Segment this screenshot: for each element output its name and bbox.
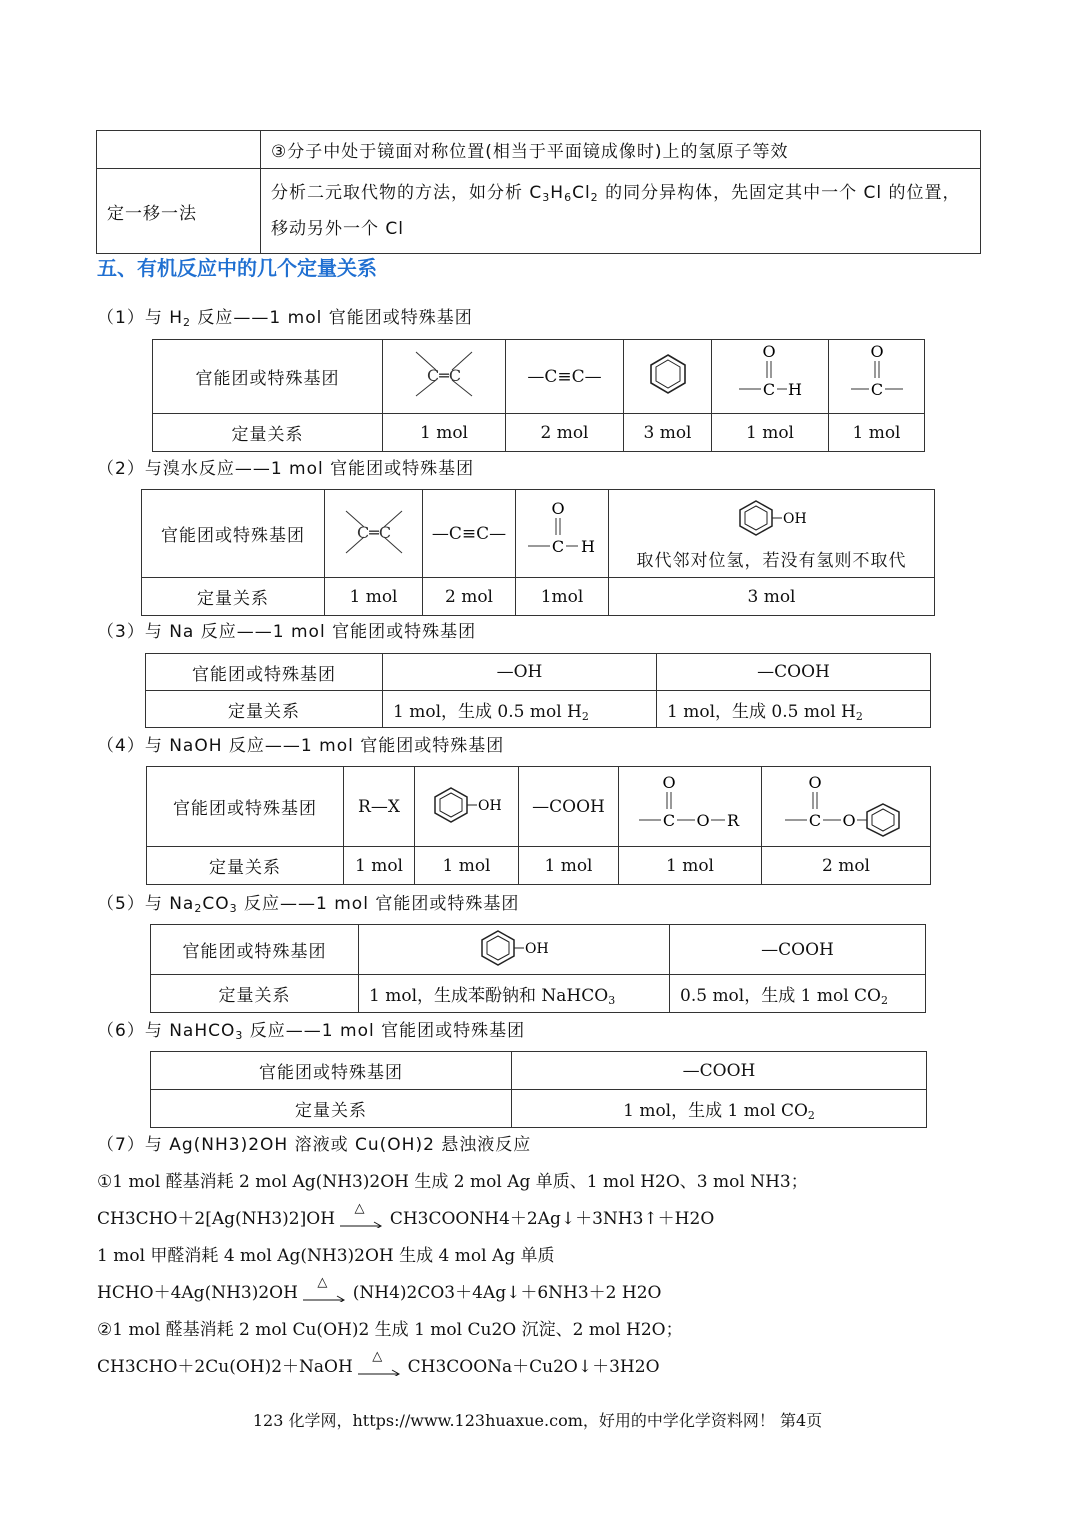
svg-text:O: O	[762, 342, 776, 361]
benzene-structure	[624, 340, 712, 414]
nahco3-table	[150, 1051, 927, 1128]
ketone-structure	[829, 340, 925, 414]
phenol-structure	[415, 767, 519, 847]
phenyl-ester-structure	[762, 767, 931, 847]
empty-cell	[97, 131, 261, 169]
heading-na-reaction: （3）与 Na 反应——1 mol 官能团或特殊基团	[97, 622, 477, 642]
value-cell: 1 mol	[344, 847, 415, 885]
value-cell: 2 mol	[423, 578, 516, 616]
aldehyde-silver-ratio: ①1 mol 醛基消耗 2 mol Ag(NH3)2OH 生成 2 mol Ag 单质、1 mol H2O、3 mol NH3；	[97, 1172, 808, 1192]
bromine-table	[141, 489, 935, 616]
alkene-structure	[325, 490, 423, 578]
alkene-structure	[383, 340, 506, 414]
alkyne-structure: —C≡C—	[506, 340, 624, 414]
value-cell: 1 mol	[519, 847, 619, 885]
h2-table	[152, 339, 925, 452]
relation-header: 定量关系	[151, 975, 359, 1013]
heat-arrow: △	[303, 1287, 347, 1301]
svg-text:O: O	[808, 773, 822, 792]
method-name: 定一移一法	[97, 169, 261, 254]
svg-text:O: O	[869, 342, 884, 361]
svg-text:O: O	[696, 811, 710, 830]
heading-nahco3-reaction: （6）与 NaHCO$_3$ 反应——1 mol 官能团或特殊基团	[97, 1021, 526, 1042]
hydroxyl-group: —OH	[383, 654, 657, 691]
aldehyde-structure	[712, 340, 829, 414]
value-cell: 1 mol，生成苯酚钠和 NaHCO$_3$	[359, 975, 670, 1013]
aldehyde-copper-ratio: ②1 mol 醛基消耗 2 mol Cu(OH)2 生成 1 mol Cu2O 沉淀、2 mol H2O；	[97, 1320, 683, 1340]
heading-naoh-reaction: （4）与 NaOH 反应——1 mol 官能团或特殊基团	[97, 736, 505, 756]
method-description: 分析二元取代物的方法，如分析 $C_3H_6Cl_2$ 的同分异构体，先固定其中一个 Cl 的位置， 移动另外一个 Cl	[261, 169, 981, 254]
svg-text:C═C: C═C	[426, 366, 462, 385]
group-header: 官能团或特殊基团	[153, 340, 383, 414]
group-header: 官能团或特殊基团	[146, 654, 383, 691]
svg-text:O: O	[842, 811, 856, 830]
value-cell: 3 mol	[609, 578, 935, 616]
phenol-note: 取代邻对位氢，若没有氢则不取代	[636, 550, 907, 571]
relation-header: 定量关系	[142, 578, 325, 616]
carboxyl-group: —COOH	[512, 1052, 927, 1090]
na-table	[145, 653, 931, 728]
group-header: 官能团或特殊基团	[151, 1052, 512, 1090]
formaldehyde-silver-equation: HCHO＋4Ag(NH3)2OH △ (NH4)2CO3＋4Ag↓＋6NH3＋2 H2O	[97, 1274, 662, 1303]
mirror-symmetry-rule: ③分子中处于镜面对称位置(相当于平面镜成像时)上的氢原子等效	[261, 131, 981, 169]
na2co3-table	[150, 924, 926, 1013]
value-cell: 3 mol	[624, 414, 712, 452]
svg-text:O: O	[551, 499, 565, 518]
value-cell: 1 mol，生成 1 mol $CO_2$	[512, 1090, 927, 1128]
phenol-structure	[732, 497, 812, 537]
value-cell: 1 mol	[383, 414, 506, 452]
heading-h2-reaction: （1）与 $H_2$ 反应——1 mol 官能团或特殊基团	[97, 308, 473, 329]
relation-header: 定量关系	[147, 847, 344, 885]
phenol-cell	[609, 490, 935, 578]
section-title: 五、有机反应中的几个定量关系	[97, 256, 377, 280]
relation-header: 定量关系	[151, 1090, 512, 1128]
svg-text:C: C	[808, 811, 822, 830]
svg-text:C═C: C═C	[356, 523, 391, 542]
carboxyl-group: —COOH	[657, 654, 931, 691]
value-cell: 1 mol	[619, 847, 762, 885]
value-cell: 2 mol	[506, 414, 624, 452]
formaldehyde-silver-ratio: 1 mol 甲醛消耗 4 mol Ag(NH3)2OH 生成 4 mol Ag 单质	[97, 1246, 555, 1266]
value-cell: 1 mol	[415, 847, 519, 885]
value-cell: 0.5 mol，生成 1 mol $CO_2$	[670, 975, 926, 1013]
carboxyl-group: —COOH	[670, 925, 926, 975]
carboxyl-group: —COOH	[519, 767, 619, 847]
group-header: 官能团或特殊基团	[142, 490, 325, 578]
value-cell: 1 mol，生成 0.5 mol $H_2$	[383, 691, 657, 728]
group-header: 官能团或特殊基团	[151, 925, 359, 975]
heat-arrow: △	[340, 1213, 384, 1227]
relation-header: 定量关系	[153, 414, 383, 452]
svg-text:O: O	[662, 773, 676, 792]
value-cell: 2 mol	[762, 847, 931, 885]
isomer-method-table	[96, 130, 981, 254]
svg-text:H: H	[581, 537, 595, 556]
svg-text:OH: OH	[525, 941, 549, 957]
heat-arrow: △	[358, 1361, 402, 1375]
value-cell: 1mol	[516, 578, 609, 616]
value-cell: 1 mol	[712, 414, 829, 452]
alkyne-structure: —C≡C—	[423, 490, 516, 578]
svg-text:C: C	[870, 380, 883, 399]
acetaldehyde-silver-equation: CH3CHO＋2[Ag(NH3)2]OH △ CH3COONH4＋2Ag↓＋3NH3↑＋H2O	[97, 1200, 715, 1229]
svg-text:H: H	[788, 380, 802, 399]
svg-text:OH: OH	[477, 798, 502, 814]
heading-silver-copper-reaction: （7）与 Ag(NH3)2OH 溶液或 Cu(OH)2 悬浊液反应	[97, 1135, 532, 1155]
phenol-structure	[359, 925, 670, 975]
aldehyde-structure	[516, 490, 609, 578]
relation-header: 定量关系	[146, 691, 383, 728]
heading-na2co3-reaction: （5）与 $Na_2CO_3$ 反应——1 mol 官能团或特殊基团	[97, 894, 520, 915]
halide-group: R—X	[344, 767, 415, 847]
group-header: 官能团或特殊基团	[147, 767, 344, 847]
svg-text:C: C	[762, 380, 776, 399]
naoh-table	[146, 766, 931, 885]
svg-text:C: C	[551, 537, 565, 556]
ester-structure	[619, 767, 762, 847]
heading-bromine-reaction: （2）与溴水反应——1 mol 官能团或特殊基团	[97, 459, 475, 479]
value-cell: 1 mol，生成 0.5 mol $H_2$	[657, 691, 931, 728]
svg-text:R: R	[726, 811, 740, 830]
acetaldehyde-copper-equation: CH3CHO＋2Cu(OH)2＋NaOH △ CH3COONa＋Cu2O↓＋3H2O	[97, 1348, 660, 1377]
svg-text:OH: OH	[782, 510, 807, 527]
page-footer: 123 化学网，https://www.123huaxue.com，好用的中学化学资料网！ 第4页	[252, 1411, 823, 1430]
value-cell: 1 mol	[325, 578, 423, 616]
svg-text:C: C	[662, 811, 676, 830]
value-cell: 1 mol	[829, 414, 925, 452]
